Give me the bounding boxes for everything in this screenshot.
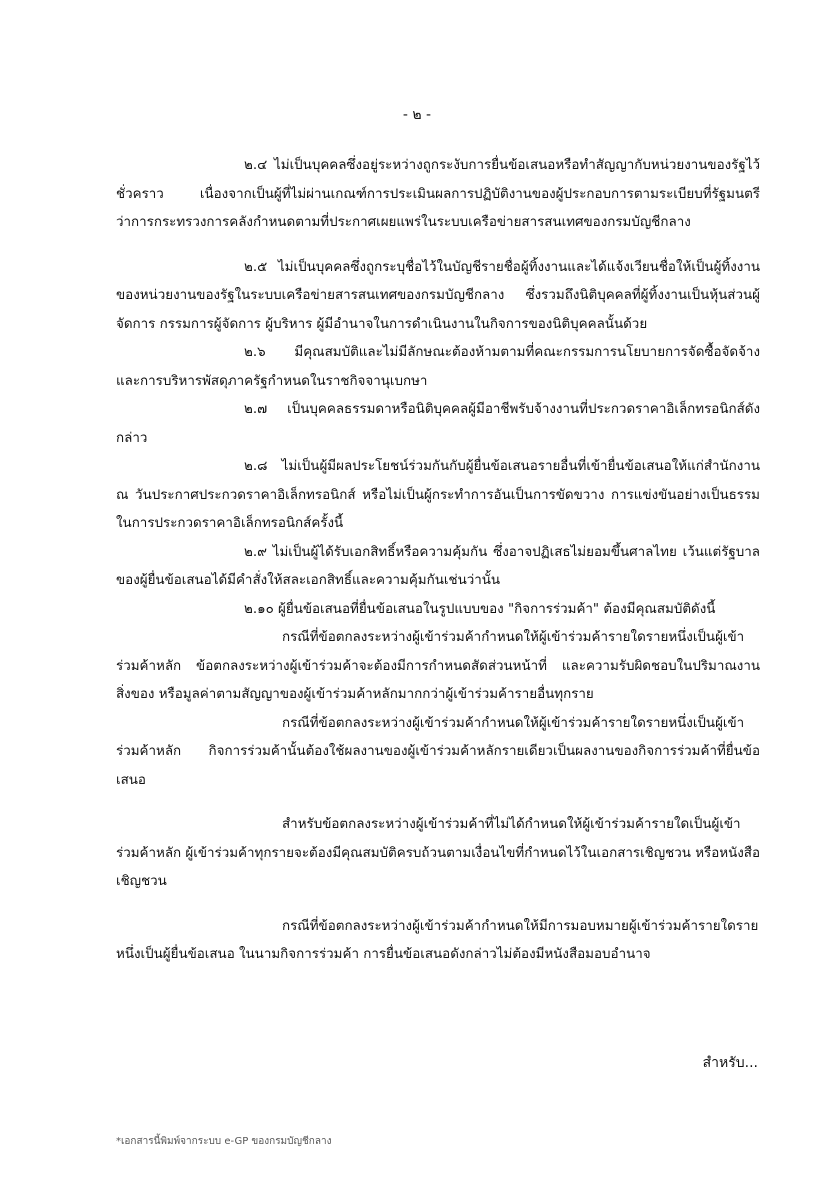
clause-2-6: ๒.๖ มีคุณสมบัติและไม่มีลักษณะต้องห้ามตามที่คณะกรรมการนโยบายการจัดซื้อจัดจ้าง และการบริหารพัสดุภาครัฐกำหนดในราชกิจจานุเบกษา — [116, 345, 760, 389]
joint-venture-case-2: กรณีที่ข้อตกลงระหว่างผู้เข้าร่วมค้ากำหนดให้ผู้เข้าร่วมค้ารายใดรายหนึ่งเป็นผู้เข้าร่วมค้าหลัก กิจการร่วมค้านั้นต้องใช้ผลงานของผู้เข้าร่วมค้าหลักรายเดียวเป็นผลงานของกิจการร่วมค้าที่ยื่นข้อเสนอ — [116, 715, 760, 788]
joint-venture-case-3: สำหรับข้อตกลงระหว่างผู้เข้าร่วมค้าที่ไม่ได้กำหนดให้ผู้เข้าร่วมค้ารายใดเป็นผู้เข้าร่วมค้าหลัก ผู้เข้าร่วมค้าทุกรายจะต้องมีคุณสมบัติครบถ้วนตามเงื่อนไขที่กำหนดไว้ในเอกสารเชิญชวน หรือหนังสือเชิญชวน — [116, 817, 760, 889]
clause-2-10: ๒.๑๐ ผู้ยื่นข้อเสนอที่ยื่นข้อเสนอในรูปแบบของ "กิจการร่วมค้า" ต้องมีคุณสมบัติดังนี้ — [244, 601, 716, 617]
footer-note: *เอกสารนี้พิมพ์จากระบบ e-GP ของกรมบัญชีกลาง — [116, 1136, 332, 1147]
clause-2-8: ๒.๘ ไม่เป็นผู้มีผลประโยชน์ร่วมกันกับผู้ยื่นข้อเสนอรายอื่นที่เข้ายื่นข้อเสนอให้แก่สำนักงาน ณ วันประกาศประกวดราคาอิเล็กทรอนิกส์ หรือไม่เป็นผู้กระทำการอันเป็นการขัดขวาง การแข่งขันอย่างเป็นธรรมในการประกวดราคาอิเล็กทรอนิกส์ครั้งนี้ — [116, 459, 760, 531]
clause-2-4: ๒.๔ ไม่เป็นบุคคลซึ่งอยู่ระหว่างถูกระงับการยื่นข้อเสนอหรือทำสัญญากับหน่วยงานของรัฐไว้ชั่วคราว เนื่องจากเป็นผู้ที่ไม่ผ่านเกณฑ์การประเมินผลการปฏิบัติงานของผู้ประกอบการตามระเบียบที่รัฐมนตรีว่าการกระทรวงการคลังกำหนดตามที่ประกาศเผยแพร่ในระบบเครือข่ายสารสนเทศของกรมบัญชีกลาง — [116, 158, 760, 230]
joint-venture-case-4: กรณีที่ข้อตกลงระหว่างผู้เข้าร่วมค้ากำหนดให้มีการมอบหมายผู้เข้าร่วมค้ารายใดรายหนึ่งเป็นผู้ยื่นข้อเสนอ ในนามกิจการร่วมค้า การยื่นข้อเสนอดังกล่าวไม่ต้องมีหนังสือมอบอำนาจ — [116, 918, 759, 962]
document-body — [116, 152, 760, 970]
clause-2-9: ๒.๙ ไม่เป็นผู้ได้รับเอกสิทธิ์หรือความคุ้มกัน ซึ่งอาจปฏิเสธไม่ยอมขึ้นศาลไทย เว้นแต่รัฐบาล ของผู้ยื่นข้อเสนอได้มีคำสั่งให้สละเอกสิทธิ์และความคุ้มกันเช่นว่านั้น — [116, 544, 760, 588]
continued-marker: สำหรับ... — [702, 1055, 758, 1071]
joint-venture-case-1: กรณีที่ข้อตกลงระหว่างผู้เข้าร่วมค้ากำหนดให้ผู้เข้าร่วมค้ารายใดรายหนึ่งเป็นผู้เข้าร่วมค้าหลัก ข้อตกลงระหว่างผู้เข้าร่วมค้าจะต้องมีการกำหนดสัดส่วนหน้าที่ และความรับผิดชอบในปริมาณงาน สิ่งของ หรือมูลค่าตามสัญญาของผู้เข้าร่วมค้าหลักมากกว่าผู้เข้าร่วมค้ารายอื่นทุกราย — [116, 630, 760, 702]
clause-2-7: ๒.๗ เป็นบุคคลธรรมดาหรือนิติบุคคลผู้มีอาชีพรับจ้างงานที่ประกวดราคาอิเล็กทรอนิกส์ดังกล่าว — [116, 402, 760, 446]
page-number: - ๒ - — [402, 107, 432, 123]
clause-2-5: ๒.๕ ไม่เป็นบุคคลซึ่งถูกระบุชื่อไว้ในบัญชีรายชื่อผู้ทิ้งงานและได้แจ้งเวียนชื่อให้เป็นผู้ทิ้งงานของหน่วยงานของรัฐในระบบเครือข่ายสารสนเทศของกรมบัญชีกลาง ซึ่งรวมถึงนิติบุคคลที่ผู้ทิ้งงานเป็นหุ้นส่วนผู้จัดการ กรรมการผู้จัดการ ผู้บริหาร ผู้มีอำนาจในการดำเนินงานในกิจการของนิติบุคคลนั้นด้วย — [116, 259, 760, 332]
